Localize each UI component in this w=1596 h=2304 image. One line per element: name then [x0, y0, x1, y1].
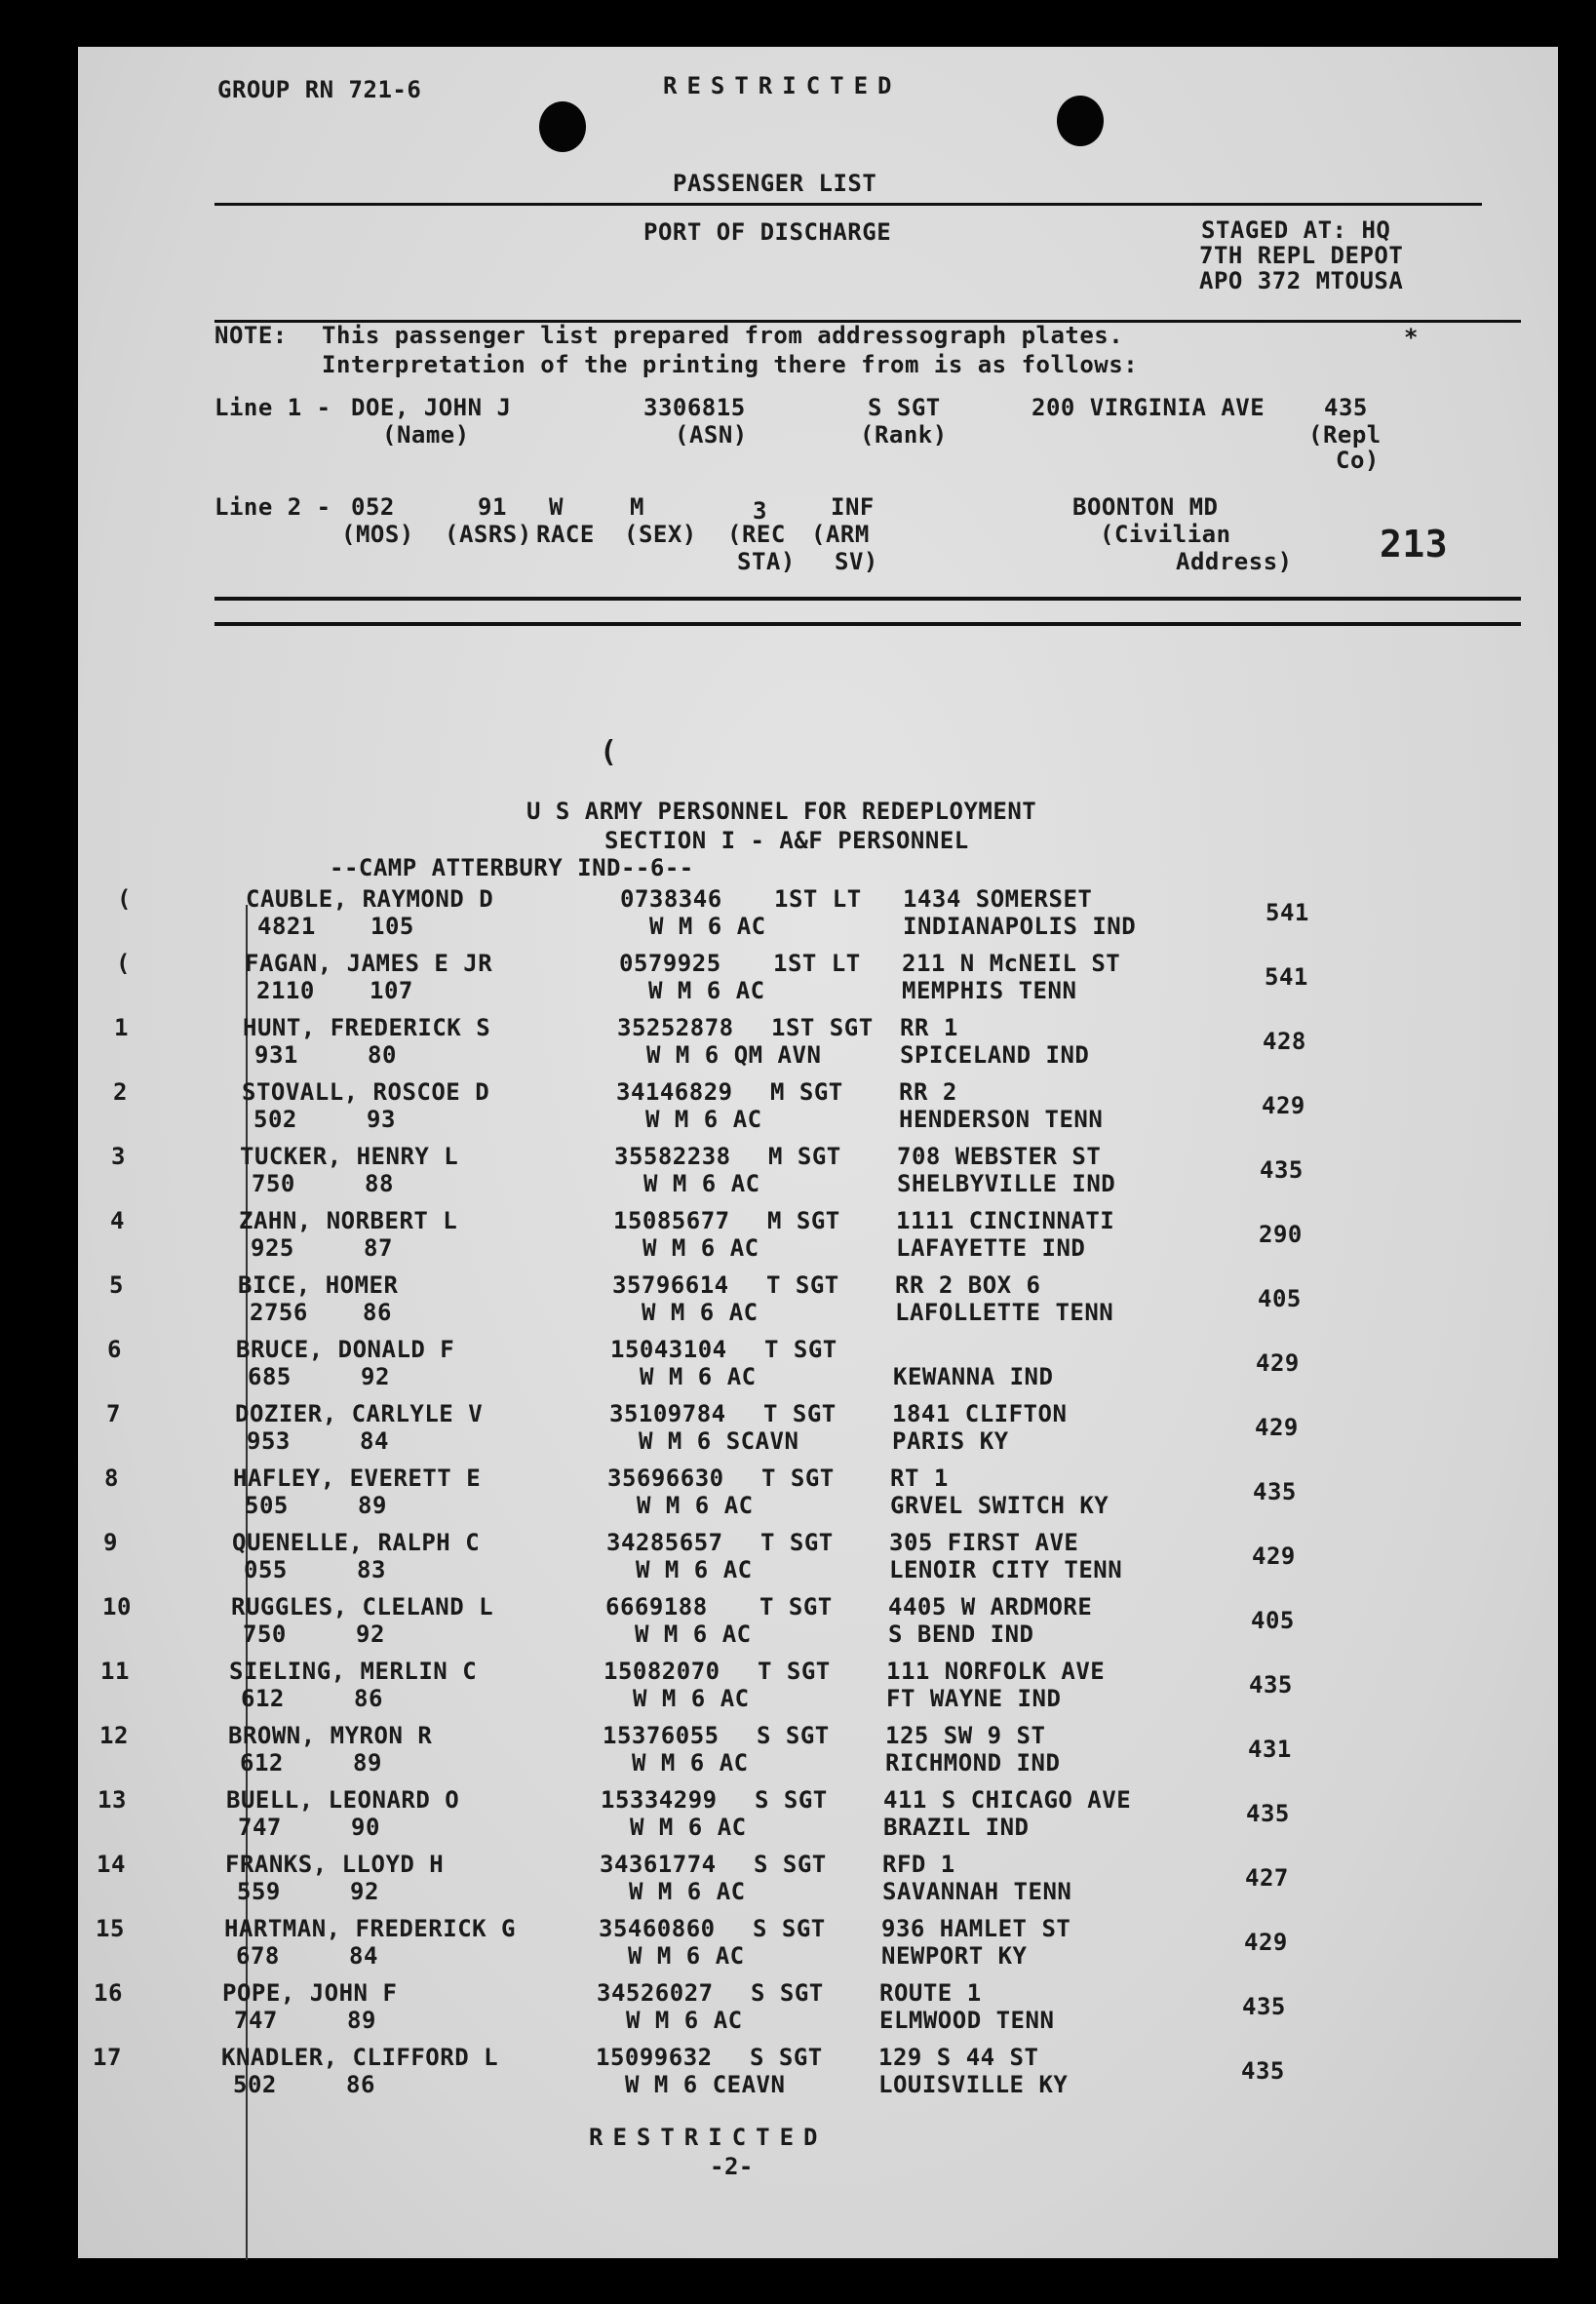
table-row — [78, 950, 1558, 1014]
row-co: 429 — [1244, 1929, 1288, 1956]
note-label: NOTE: — [214, 322, 288, 349]
row-mos: 685 — [248, 1363, 292, 1390]
row-rank: T SGT — [758, 1658, 831, 1685]
example2-asrs: 91 — [478, 493, 507, 521]
row-asn: 35460860 — [599, 1915, 716, 1942]
row-asn: 0579925 — [619, 950, 721, 977]
row-name: DOZIER, CARLYLE V — [235, 1400, 484, 1427]
row-asn: 15085677 — [613, 1207, 730, 1234]
row-n: ( — [116, 950, 131, 977]
row-asrs: 92 — [350, 1878, 379, 1905]
example2-arm: INF — [831, 493, 875, 521]
row-addr2: SPICELAND IND — [900, 1041, 1090, 1069]
table-row — [78, 1078, 1558, 1143]
row-addr1: 4405 W ARDMORE — [888, 1593, 1093, 1621]
row-rank: S SGT — [750, 2044, 823, 2071]
row-rank: S SGT — [753, 1915, 826, 1942]
example1-prefix: Line 1 - — [214, 394, 331, 421]
row-addr1: 1434 SOMERSET — [903, 885, 1093, 913]
row-addr2: PARIS KY — [892, 1427, 1009, 1455]
row-addr2: NEWPORT KY — [881, 1942, 1028, 1970]
row-asrs: 84 — [360, 1427, 389, 1455]
row-addr1: 1111 CINCINNATI — [896, 1207, 1115, 1234]
note-line-2: Interpretation of the printing there from is as follows: — [322, 351, 1139, 378]
row-rank: 1ST LT — [773, 950, 861, 977]
row-rank: S SGT — [754, 1851, 827, 1878]
row-co: 435 — [1242, 1993, 1286, 2020]
row-mos: 502 — [233, 2071, 277, 2098]
row-code: W M 6 AC — [648, 977, 765, 1004]
row-n: 4 — [110, 1207, 125, 1234]
row-asrs: 89 — [347, 2007, 376, 2034]
row-co: 435 — [1260, 1156, 1304, 1184]
row-asn: 0738346 — [620, 885, 722, 913]
row-addr2: RICHMOND IND — [885, 1749, 1061, 1777]
row-rank: M SGT — [767, 1207, 840, 1234]
row-asrs: 84 — [349, 1942, 378, 1970]
row-name: KNADLER, CLIFFORD L — [221, 2044, 499, 2071]
row-co: 435 — [1253, 1478, 1297, 1505]
row-addr2: LAFAYETTE IND — [896, 1234, 1086, 1262]
row-code: W M 6 AC — [645, 1106, 762, 1133]
row-addr2: GRVEL SWITCH KY — [890, 1492, 1109, 1519]
note-rule-1 — [214, 597, 1521, 601]
row-n: 16 — [94, 1979, 123, 2007]
page-number-stamp: 213 — [1380, 523, 1449, 566]
document-page — [78, 47, 1558, 2258]
row-name: QUENELLE, RALPH C — [232, 1529, 481, 1556]
row-asn: 15376055 — [603, 1722, 720, 1749]
row-asn: 34285657 — [606, 1529, 723, 1556]
row-rank: M SGT — [768, 1143, 841, 1170]
row-code: W M 6 AC — [626, 2007, 743, 2034]
row-addr2: MEMPHIS TENN — [902, 977, 1077, 1004]
camp-heading: --CAMP ATTERBURY IND--6-- — [330, 854, 694, 881]
example1-address: 200 VIRGINIA AVE — [1032, 394, 1265, 421]
row-mos: 750 — [252, 1170, 295, 1197]
passenger-list-title: PASSENGER LIST — [673, 170, 877, 197]
row-asrs: 92 — [356, 1621, 385, 1648]
row-n: 15 — [96, 1915, 125, 1942]
row-addr1: 1841 CLIFTON — [892, 1400, 1068, 1427]
row-mos: 953 — [247, 1427, 291, 1455]
row-rank: S SGT — [751, 1979, 824, 2007]
note-line-1: This passenger list prepared from addressograph plates. — [322, 322, 1124, 349]
row-co: 427 — [1245, 1864, 1289, 1892]
example1-co-label-2: Co) — [1336, 447, 1380, 474]
row-addr1: RFD 1 — [882, 1851, 955, 1878]
row-rank: T SGT — [759, 1593, 833, 1621]
header-rule-1 — [214, 203, 1482, 206]
port-of-discharge: PORT OF DISCHARGE — [643, 218, 892, 246]
row-n: 13 — [97, 1786, 127, 1814]
row-addr1: RR 2 BOX 6 — [895, 1271, 1041, 1299]
example2-civilian: BOONTON MD — [1072, 493, 1219, 521]
row-mos: 612 — [241, 1685, 285, 1712]
table-row — [78, 1786, 1558, 1851]
row-addr2: ELMWOOD TENN — [879, 2007, 1055, 2034]
row-asrs: 88 — [365, 1170, 394, 1197]
row-rank: T SGT — [761, 1464, 835, 1492]
row-rank: S SGT — [757, 1722, 830, 1749]
row-addr2: FT WAYNE IND — [886, 1685, 1062, 1712]
row-rank: M SGT — [770, 1078, 843, 1106]
row-asn: 34361774 — [600, 1851, 717, 1878]
row-asn: 15082070 — [603, 1658, 720, 1685]
row-code: W M 6 AC — [642, 1299, 759, 1326]
row-n: 7 — [106, 1400, 121, 1427]
row-n: 6 — [107, 1336, 122, 1363]
row-name: RUGGLES, CLELAND L — [231, 1593, 494, 1621]
row-asn: 15043104 — [610, 1336, 727, 1363]
example2-mos: 052 — [351, 493, 395, 521]
row-addr1: RT 1 — [890, 1464, 949, 1492]
row-asrs: 92 — [361, 1363, 390, 1390]
table-row — [78, 1915, 1558, 1979]
row-addr1: 411 S CHICAGO AVE — [883, 1786, 1132, 1814]
example2-arm-label-1: (ARM — [811, 521, 870, 548]
table-row — [78, 1143, 1558, 1207]
row-asn: 35582238 — [614, 1143, 731, 1170]
table-row — [78, 1271, 1558, 1336]
example1-name-label: (Name) — [382, 421, 470, 449]
row-asn: 15099632 — [596, 2044, 713, 2071]
row-code: W M 6 SCAVN — [639, 1427, 799, 1455]
restricted-top: RESTRICTED — [663, 72, 902, 99]
row-code: W M 6 AC — [629, 1878, 746, 1905]
row-mos: 2756 — [250, 1299, 308, 1326]
row-code: W M 6 CEAVN — [625, 2071, 786, 2098]
example2-rec-label-1: (REC — [727, 521, 786, 548]
row-co: 541 — [1265, 963, 1308, 991]
row-addr2: LENOIR CITY TENN — [889, 1556, 1123, 1583]
row-asn: 6669188 — [605, 1593, 708, 1621]
row-co: 405 — [1258, 1285, 1302, 1312]
row-addr1: 211 N McNEIL ST — [902, 950, 1121, 977]
row-name: BRUCE, DONALD F — [236, 1336, 455, 1363]
row-name: BUELL, LEONARD O — [226, 1786, 460, 1814]
row-code: W M 6 AC — [649, 913, 766, 940]
example2-rec-label-2: STA) — [737, 548, 796, 575]
row-asrs: 89 — [353, 1749, 382, 1777]
row-co: 435 — [1246, 1800, 1290, 1827]
row-name: HARTMAN, FREDERICK G — [224, 1915, 516, 1942]
row-mos: 747 — [238, 1814, 282, 1841]
row-n: 11 — [100, 1658, 130, 1685]
row-addr2: LAFOLLETTE TENN — [895, 1299, 1114, 1326]
row-asrs: 86 — [363, 1299, 392, 1326]
row-addr2: S BEND IND — [888, 1621, 1034, 1648]
row-n: 1 — [114, 1014, 129, 1041]
row-addr1: 125 SW 9 ST — [885, 1722, 1046, 1749]
row-co: 429 — [1256, 1349, 1300, 1377]
row-name: FAGAN, JAMES E JR — [245, 950, 493, 977]
example2-arm-label-2: SV) — [835, 548, 878, 575]
row-name: BICE, HOMER — [238, 1271, 399, 1299]
section-mark: ( — [600, 735, 618, 769]
row-mos: 559 — [237, 1878, 281, 1905]
table-row — [78, 1979, 1558, 2044]
table-row — [78, 1593, 1558, 1658]
table-row — [78, 1207, 1558, 1271]
row-addr1: 305 FIRST AVE — [889, 1529, 1079, 1556]
row-code: W M 6 AC — [643, 1170, 760, 1197]
row-addr1: 708 WEBSTER ST — [897, 1143, 1102, 1170]
row-rank: T SGT — [763, 1400, 837, 1427]
row-n: 14 — [97, 1851, 126, 1878]
row-mos: 502 — [253, 1106, 297, 1133]
row-asn: 15334299 — [601, 1786, 718, 1814]
row-addr2: HENDERSON TENN — [899, 1106, 1104, 1133]
row-addr2: INDIANAPOLIS IND — [903, 913, 1137, 940]
row-asrs: 86 — [346, 2071, 375, 2098]
example2-asrs-label: (ASRS) — [445, 521, 532, 548]
row-mos: 505 — [245, 1492, 289, 1519]
row-name: HAFLEY, EVERETT E — [233, 1464, 482, 1492]
table-row — [78, 1014, 1558, 1078]
row-n: ( — [117, 885, 132, 913]
row-name: STOVALL, ROSCOE D — [242, 1078, 490, 1106]
row-name: ZAHN, NORBERT L — [239, 1207, 458, 1234]
row-addr1: RR 2 — [899, 1078, 957, 1106]
table-row — [78, 885, 1558, 950]
row-code: W M 6 AC — [640, 1363, 757, 1390]
row-code: W M 6 AC — [632, 1749, 749, 1777]
row-asn: 35109784 — [609, 1400, 726, 1427]
row-rank: 1ST LT — [774, 885, 862, 913]
table-row — [78, 1658, 1558, 1722]
row-mos: 678 — [236, 1942, 280, 1970]
table-row — [78, 1464, 1558, 1529]
row-asn: 35696630 — [607, 1464, 724, 1492]
punch-hole-right — [1057, 96, 1104, 146]
row-name: HUNT, FREDERICK S — [243, 1014, 491, 1041]
row-asrs: 105 — [370, 913, 414, 940]
row-addr2: LOUISVILLE KY — [878, 2071, 1069, 2098]
row-mos: 612 — [240, 1749, 284, 1777]
row-n: 10 — [102, 1593, 132, 1621]
row-n: 3 — [111, 1143, 126, 1170]
staged-at-3: APO 372 MTOUSA — [1199, 267, 1404, 294]
row-n: 12 — [99, 1722, 129, 1749]
row-code: W M 6 AC — [635, 1621, 752, 1648]
row-code: W M 6 AC — [633, 1685, 750, 1712]
section-subtitle: SECTION I - A&F PERSONNEL — [604, 827, 969, 854]
row-mos: 750 — [243, 1621, 287, 1648]
row-code: W M 6 AC — [628, 1942, 745, 1970]
staged-at-1: STAGED AT: HQ — [1201, 216, 1391, 244]
table-row — [78, 1722, 1558, 1786]
row-asrs: 87 — [364, 1234, 393, 1262]
row-co: 431 — [1248, 1736, 1292, 1763]
example2-race-label: RACE — [536, 521, 595, 548]
restricted-bottom: RESTRICTED — [589, 2124, 828, 2151]
row-addr1: 111 NORFOLK AVE — [886, 1658, 1106, 1685]
row-addr2: BRAZIL IND — [883, 1814, 1030, 1841]
row-name: SIELING, MERLIN C — [229, 1658, 478, 1685]
row-asrs: 89 — [358, 1492, 387, 1519]
note-star: * — [1404, 324, 1419, 351]
row-asrs: 93 — [367, 1106, 396, 1133]
row-asrs: 107 — [370, 977, 413, 1004]
example2-race: W — [549, 493, 564, 521]
row-asn: 34146829 — [616, 1078, 733, 1106]
row-code: W M 6 AC — [630, 1814, 747, 1841]
row-co: 435 — [1249, 1671, 1293, 1699]
example2-civilian-label-1: (Civilian — [1100, 521, 1231, 548]
row-addr2: KEWANNA IND — [893, 1363, 1054, 1390]
row-asrs: 80 — [368, 1041, 397, 1069]
row-rank: 1ST SGT — [771, 1014, 874, 1041]
row-code: W M 6 AC — [636, 1556, 753, 1583]
row-co: 290 — [1259, 1221, 1303, 1248]
table-row — [78, 2044, 1558, 2108]
row-code: W M 6 AC — [642, 1234, 759, 1262]
row-asn: 35796614 — [612, 1271, 729, 1299]
row-rank: T SGT — [766, 1271, 839, 1299]
row-mos: 931 — [254, 1041, 298, 1069]
example2-mos-label: (MOS) — [341, 521, 414, 548]
group-number: GROUP RN 721-6 — [217, 76, 422, 103]
row-mos: 055 — [244, 1556, 288, 1583]
row-co: 429 — [1252, 1543, 1296, 1570]
example2-civilian-label-2: Address) — [1176, 548, 1293, 575]
example2-prefix: Line 2 - — [214, 493, 331, 521]
row-addr1: 936 HAMLET ST — [881, 1915, 1071, 1942]
row-n: 17 — [93, 2044, 122, 2071]
example1-rank-label: (Rank) — [860, 421, 948, 449]
row-n: 9 — [103, 1529, 118, 1556]
row-co: 428 — [1263, 1028, 1306, 1055]
row-mos: 925 — [251, 1234, 294, 1262]
row-mos: 4821 — [257, 913, 316, 940]
row-asrs: 83 — [357, 1556, 386, 1583]
row-code: W M 6 QM AVN — [646, 1041, 822, 1069]
example1-asn: 3306815 — [643, 394, 746, 421]
example1-name: DOE, JOHN J — [351, 394, 512, 421]
row-rank: T SGT — [760, 1529, 834, 1556]
row-name: POPE, JOHN F — [222, 1979, 398, 2007]
row-addr2: SAVANNAH TENN — [882, 1878, 1072, 1905]
example1-co-label-1: (Repl — [1308, 421, 1382, 449]
row-co: 541 — [1265, 899, 1309, 926]
row-asrs: 90 — [351, 1814, 380, 1841]
example1-rank: S SGT — [868, 394, 941, 421]
row-n: 5 — [109, 1271, 124, 1299]
table-row — [78, 1851, 1558, 1915]
table-row — [78, 1529, 1558, 1593]
row-mos: 747 — [234, 2007, 278, 2034]
row-addr2: SHELBYVILLE IND — [897, 1170, 1116, 1197]
row-co: 429 — [1262, 1092, 1305, 1119]
row-name: BROWN, MYRON R — [228, 1722, 433, 1749]
row-name: FRANKS, LLOYD H — [225, 1851, 445, 1878]
row-asrs: 86 — [354, 1685, 383, 1712]
example1-co: 435 — [1324, 394, 1368, 421]
table-row — [78, 1400, 1558, 1464]
row-n: 2 — [113, 1078, 128, 1106]
row-n: 8 — [104, 1464, 119, 1492]
example2-sex-label: (SEX) — [624, 521, 697, 548]
row-addr1: RR 1 — [900, 1014, 958, 1041]
example2-sex: M — [630, 493, 644, 521]
row-rank: S SGT — [755, 1786, 828, 1814]
row-asn: 35252878 — [617, 1014, 734, 1041]
table-row — [78, 1336, 1558, 1400]
staged-at-2: 7TH REPL DEPOT — [1199, 242, 1404, 269]
section-title: U S ARMY PERSONNEL FOR REDEPLOYMENT — [526, 798, 1037, 825]
example1-asn-label: (ASN) — [675, 421, 748, 449]
example2-rec: 3 — [753, 497, 767, 525]
row-co: 405 — [1251, 1607, 1295, 1634]
row-name: TUCKER, HENRY L — [240, 1143, 459, 1170]
punch-hole-left — [539, 101, 586, 152]
note-rule-2 — [214, 622, 1521, 626]
row-name: CAUBLE, RAYMOND D — [246, 885, 494, 913]
row-addr1: 129 S 44 ST — [878, 2044, 1039, 2071]
row-addr1: ROUTE 1 — [879, 1979, 982, 2007]
row-code: W M 6 AC — [637, 1492, 754, 1519]
row-rank: T SGT — [764, 1336, 837, 1363]
row-co: 435 — [1241, 2057, 1285, 2085]
row-mos: 2110 — [256, 977, 315, 1004]
row-co: 429 — [1255, 1414, 1299, 1441]
footer-page-number: -2- — [710, 2153, 754, 2180]
row-asn: 34526027 — [597, 1979, 714, 2007]
